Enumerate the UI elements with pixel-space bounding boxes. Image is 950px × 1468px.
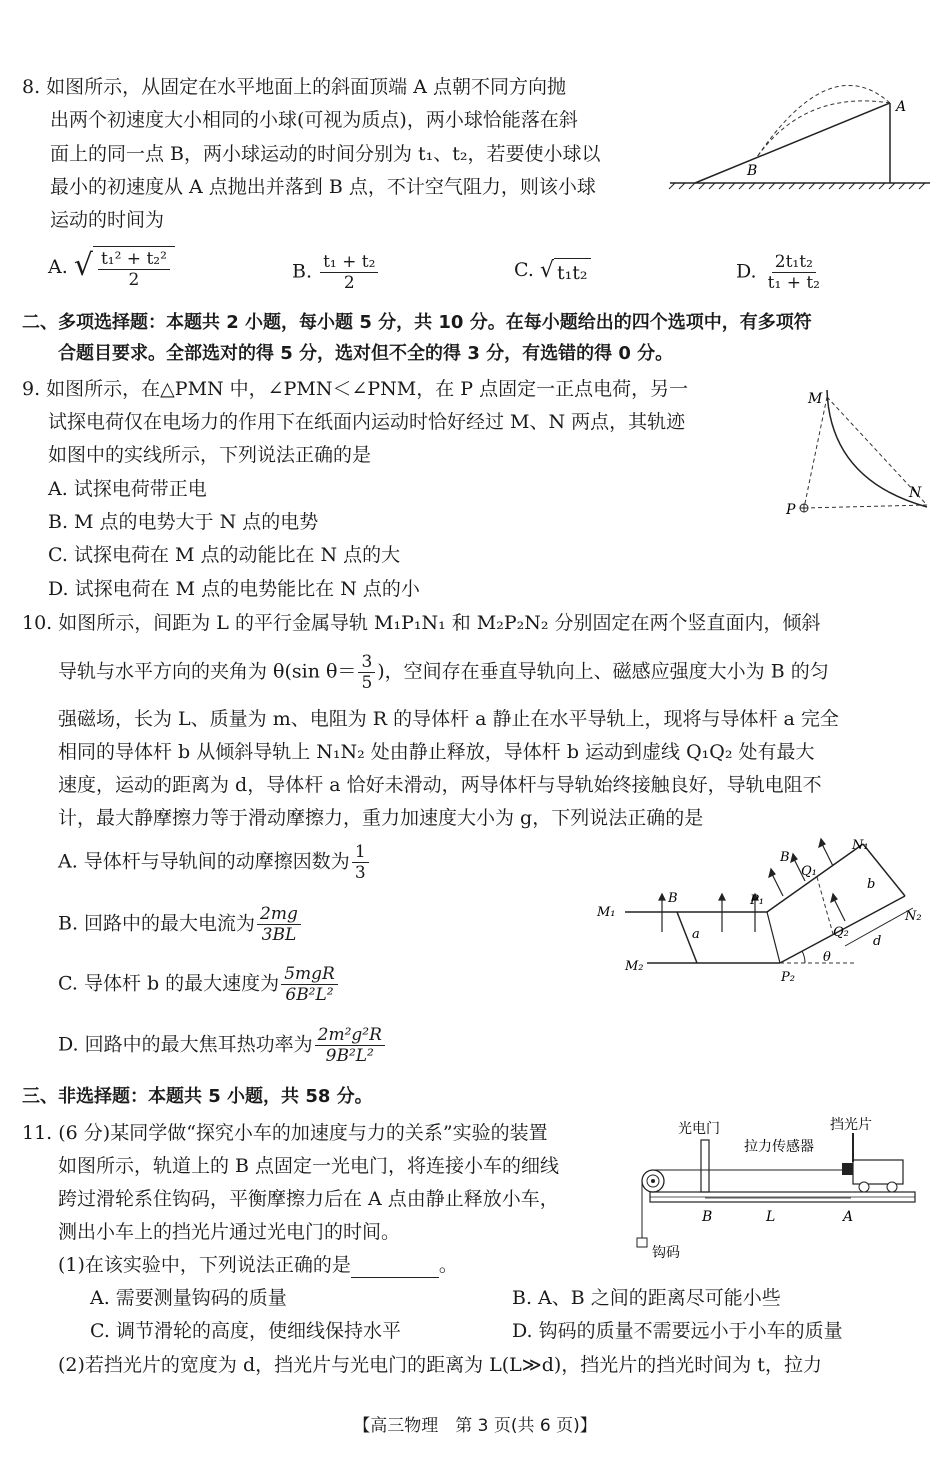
q8-option-c: C. √ t₁t₂ bbox=[514, 258, 591, 284]
q8-slope-figure bbox=[665, 80, 935, 190]
q10-fig-b-field-2: B bbox=[780, 850, 790, 865]
q8-option-c-value: t₁t₂ bbox=[554, 258, 591, 284]
q11-fig-a: A bbox=[843, 1209, 854, 1225]
q8-line-5: 运动的时间为 bbox=[50, 209, 165, 231]
q10-option-d-den: 9B²L² bbox=[325, 1046, 374, 1066]
q9-fig-label-p: P bbox=[786, 502, 796, 518]
q9-triangle-figure bbox=[782, 385, 932, 520]
q10-fig-q1: Q₁ bbox=[801, 864, 817, 879]
q10-option-b-den: 3BL bbox=[261, 925, 297, 945]
q11-option-d: D. 钩码的质量不需要远小于小车的质量 bbox=[512, 1320, 843, 1342]
q8-line-2: 出两个初速度大小相同的小球(可视为质点)，两小球恰能落在斜 bbox=[50, 109, 578, 131]
q10-fig-angle: θ bbox=[823, 950, 831, 965]
q10-fig-m2: M₂ bbox=[625, 959, 644, 974]
q10-fig-n1: N₁ bbox=[852, 838, 869, 853]
q11-line-3: 跨过滑轮系住钩码，平衡摩擦力后在 A 点由静止释放小车， bbox=[58, 1188, 559, 1210]
q8-option-d-num: 2t₁t₂ bbox=[772, 252, 816, 273]
q11-fig-force-sensor: 拉力传感器 bbox=[744, 1139, 814, 1155]
q10-line-6: 计，最大静摩擦力等于滑动摩擦力，重力加速度大小为 g，下列说法正确的是 bbox=[58, 807, 704, 829]
section-3-heading: 三、非选择题：本题共 5 小题，共 58 分。 bbox=[22, 1086, 373, 1107]
q9-line-3: 如图中的实线所示，下列说法正确的是 bbox=[48, 444, 372, 466]
q11-answer-blank[interactable] bbox=[351, 1259, 439, 1278]
q8-option-b-label: B. bbox=[292, 260, 313, 283]
q10-line-2 bbox=[58, 652, 829, 693]
q10-option-c-den: 6B²L² bbox=[285, 985, 334, 1005]
q10-fig-b-field-1: B bbox=[668, 891, 678, 906]
q11-fig-l: L bbox=[766, 1209, 776, 1225]
q10-line-5: 速度，运动的距离为 d，导体杆 a 恰好未滑动，两导体杆与导轨始终接触良好，导轨电阻不 bbox=[58, 774, 822, 796]
q11-sub-1-text: (1)在该实验中，下列说法正确的是 bbox=[58, 1254, 351, 1276]
q11-sub-1-end: 。 bbox=[438, 1254, 458, 1276]
q11-apparatus-figure bbox=[638, 1115, 928, 1265]
q9-fig-label-n: N bbox=[909, 485, 922, 501]
q11-line-1: 11. (6 分)某同学做“探究小车的加速度与力的关系”实验的装置 bbox=[22, 1122, 548, 1144]
q9-fig-label-m: M bbox=[808, 391, 823, 407]
q10-sin-num: 3 bbox=[358, 652, 375, 673]
q10-line-4: 相同的导体杆 b 从倾斜导轨上 N₁N₂ 处由静止释放，导体杆 b 运动到虚线 Q₁Q₂ 处有最大 bbox=[58, 741, 815, 763]
q10-option-b bbox=[58, 904, 303, 945]
q9-option-d: D. 试探电荷在 M 点的电势能比在 N 点的小 bbox=[48, 578, 420, 600]
q10-option-a-den: 3 bbox=[354, 863, 366, 883]
q10-option-c-text: C. 导体杆 b 的最大速度为 bbox=[58, 972, 280, 995]
q10-fig-rod-b: b bbox=[867, 877, 876, 892]
q10-option-d-num: 2m²g²R bbox=[315, 1025, 385, 1046]
q11-sub-2: (2)若挡光片的宽度为 d，挡光片与光电门的距离为 L(L≫d)，挡光片的挡光时间为 t，拉力 bbox=[58, 1354, 822, 1376]
q10-option-d-text: D. 回路中的最大焦耳热功率为 bbox=[58, 1033, 313, 1056]
q10-fig-p2: P₂ bbox=[781, 970, 795, 985]
q8-option-b-den: 2 bbox=[343, 273, 355, 293]
q11-line-2: 如图所示，轨道上的 B 点固定一光电门，将连接小车的细线 bbox=[58, 1155, 560, 1177]
q8-option-c-label: C. bbox=[514, 259, 534, 281]
q8-line-4: 最小的初速度从 A 点抛出并落到 B 点，不计空气阻力，则该小球 bbox=[50, 176, 596, 198]
section-2-heading-line-2: 合题目要求。全部选对的得 5 分，选对但不全的得 3 分，有选错的得 0 分。 bbox=[58, 343, 674, 364]
q8-option-a: A. √ $\frac{\text{t₁² + t₂²}}{2}$ bbox=[48, 246, 175, 290]
q10-option-c bbox=[58, 964, 340, 1005]
q10-line-1: 10. 如图所示，间距为 L 的平行金属导轨 M₁P₁N₁ 和 M₂P₂N₂ 分别固定在两个竖直面内，倾斜 bbox=[22, 612, 821, 634]
q10-sin-den: 5 bbox=[361, 673, 373, 693]
q10-option-d bbox=[58, 1025, 387, 1066]
q9-line-2: 试探电荷仅在电场力的作用下在纸面内运动时恰好经过 M、N 两点，其轨迹 bbox=[48, 411, 686, 433]
q11-line-4: 测出小车上的挡光片通过光电门的时间。 bbox=[58, 1221, 401, 1243]
q10-fig-dist-d: d bbox=[873, 934, 882, 949]
q11-option-a: A. 需要测量钩码的质量 bbox=[90, 1287, 287, 1309]
q11-option-b: B. A、B 之间的距离尽可能小些 bbox=[512, 1287, 781, 1309]
q11-fig-shade: 挡光片 bbox=[830, 1117, 872, 1133]
q10-line-3: 强磁场，长为 L、质量为 m、电阻为 R 的导体杆 a 静止在水平导轨上，现将与导体杆 a 完全 bbox=[58, 708, 839, 730]
section-2-heading-line-1: 二、多项选择题：本题共 2 小题，每小题 5 分，共 10 分。在每小题给出的四个选项中，有多项符 bbox=[22, 312, 812, 333]
q10-rails-figure bbox=[595, 836, 930, 986]
q8-option-a-den: 2 bbox=[128, 270, 140, 290]
q10-fig-n2: N₂ bbox=[905, 909, 922, 924]
q9-option-c: C. 试探电荷在 M 点的动能比在 N 点的大 bbox=[48, 544, 401, 566]
q11-fig-weight: 钩码 bbox=[652, 1245, 680, 1261]
q10-line-2-text-b: )，空间存在垂直导轨向上、磁感应强度大小为 B 的匀 bbox=[377, 660, 829, 683]
q10-fig-q2: Q₂ bbox=[833, 925, 849, 940]
q9-option-a: A. 试探电荷带正电 bbox=[48, 478, 207, 500]
q10-option-a bbox=[58, 842, 371, 883]
q10-option-b-text: B. 回路中的最大电流为 bbox=[58, 912, 256, 935]
q11-fig-b: B bbox=[702, 1209, 713, 1225]
q8-option-d bbox=[736, 252, 825, 293]
q10-line-2-text-a: 导轨与水平方向的夹角为 θ(sin θ＝ bbox=[58, 660, 357, 683]
q8-option-d-label: D. bbox=[736, 260, 757, 283]
q10-option-b-num: 2mg bbox=[257, 904, 301, 925]
q11-sub-1 bbox=[58, 1252, 458, 1278]
q11-option-c: C. 调节滑轮的高度，使细线保持水平 bbox=[90, 1320, 401, 1342]
q10-option-a-num: 1 bbox=[352, 842, 369, 863]
q8-fig-label-b: B bbox=[747, 163, 758, 179]
q11-fig-photogate: 光电门 bbox=[678, 1121, 720, 1137]
q10-fig-m1: M₁ bbox=[597, 905, 616, 920]
q8-option-d-den: t₁ + t₂ bbox=[767, 273, 821, 293]
q8-option-a-num: t₁² + t₂² bbox=[98, 249, 170, 270]
q8-option-a-label: A. bbox=[48, 256, 68, 278]
page-footer: 【高三物理 第 3 页(共 6 页)】 bbox=[353, 1416, 597, 1436]
q8-line-1: 8. 如图所示，从固定在水平地面上的斜面顶端 A 点朝不同方向抛 bbox=[22, 76, 566, 98]
q10-option-a-text: A. 导体杆与导轨间的动摩擦因数为 bbox=[58, 850, 350, 873]
q8-fig-label-a: A bbox=[896, 99, 907, 115]
q8-option-b-num: t₁ + t₂ bbox=[320, 252, 378, 273]
q10-fig-rod-a: a bbox=[692, 927, 700, 942]
q9-line-1: 9. 如图所示，在△PMN 中，∠PMN＜∠PNM，在 P 点固定一正点电荷，另一 bbox=[22, 378, 689, 400]
q10-fig-p1: P₁ bbox=[750, 893, 764, 908]
q10-option-c-num: 5mgR bbox=[281, 964, 338, 985]
q9-option-b: B. M 点的电势大于 N 点的电势 bbox=[48, 511, 319, 533]
q8-line-3: 面上的同一点 B，两小球运动的时间分别为 t₁、t₂，若要使小球以 bbox=[50, 143, 601, 165]
q8-option-b bbox=[292, 252, 380, 293]
